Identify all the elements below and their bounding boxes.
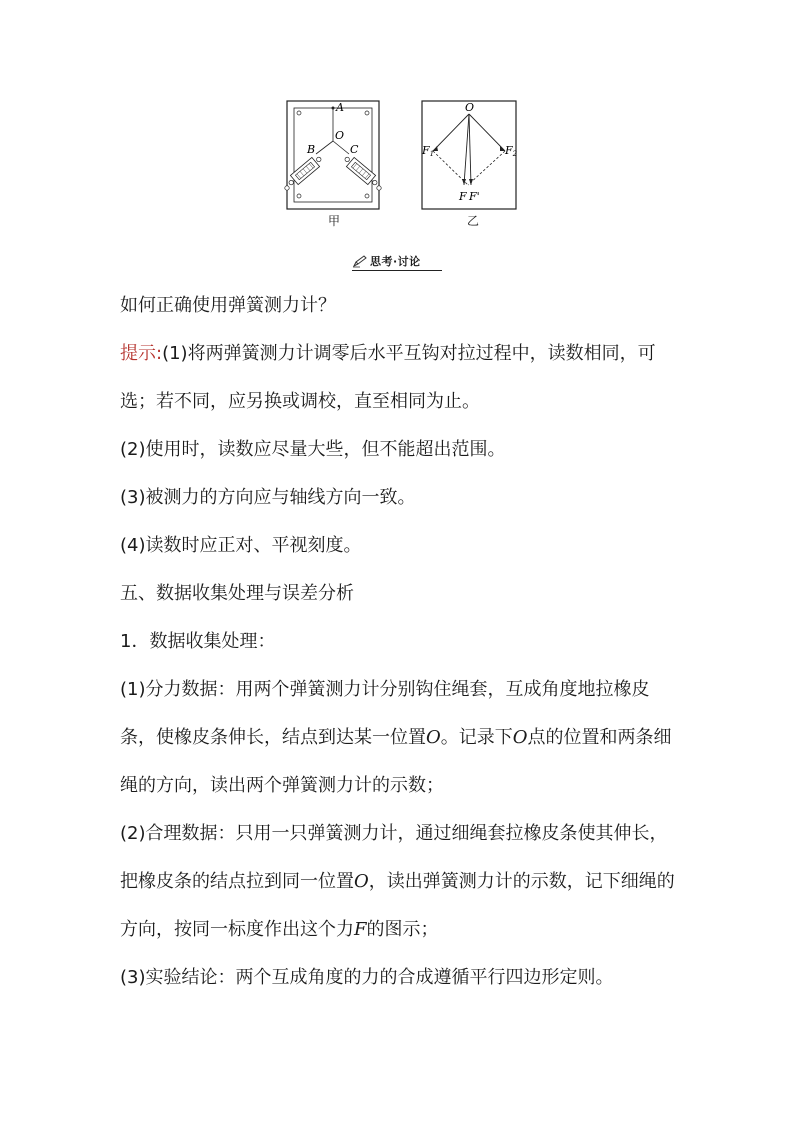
point-B-label: B <box>307 143 316 156</box>
figure-left-caption: 甲 <box>328 214 341 228</box>
point-O-label: O <box>335 129 345 142</box>
hint-label: 提示: <box>120 343 163 364</box>
section-badge-label: 思考·讨论 <box>370 255 421 268</box>
section5-sub1: 1．数据收集处理： <box>120 631 276 652</box>
force-F2-label: F2 <box>505 144 518 158</box>
pencil-icon <box>352 254 368 268</box>
point-A-label: A <box>336 101 344 114</box>
hint-item-1: 提示:(1)将两弹簧测力计调零后水平互钩对拉过程中，读数相同，可选；若不同，应另换或调校，直至相同为止。 <box>120 343 656 412</box>
section5-para-3: (3)实验结论：两个互成角度的力的合成遵循平行四边形定则。 <box>120 967 614 988</box>
point-C-label: C <box>350 143 359 156</box>
figure-left-panel <box>285 101 381 209</box>
hint-item-2: (2)使用时，读数应尽量大些，但不能超出范围。 <box>120 439 506 460</box>
force-F-label: F <box>459 190 467 203</box>
figure-right-panel <box>421 101 518 209</box>
section5-heading: 五、数据收集处理与误差分析 <box>120 583 354 604</box>
section5-para-2: (2)合理数据：只用一只弹簧测力计，通过细绳套拉橡皮条使其伸长，把橡皮条的结点拉到同一位置O，读出弹簧测力计的示数，记下细绳的方向，按同一标度作出这个力F的图示； <box>120 823 675 940</box>
document-body <box>120 282 680 1002</box>
hint-item-3: (3)被测力的方向应与轴线方向一致。 <box>120 487 416 508</box>
force-F1-label: F1 <box>422 144 435 158</box>
figure-right-caption: 乙 <box>467 214 480 228</box>
section5-para-1: (1)分力数据：用两个弹簧测力计分别钩住绳套，互成角度地拉橡皮条，使橡皮条伸长，结点到达某一位置O。记录下O点的位置和两条细绳的方向，读出两个弹簧测力计的示数； <box>120 679 672 796</box>
force-Fprime-label: F' <box>469 190 480 203</box>
section-badge <box>352 252 442 271</box>
experiment-figure <box>283 96 523 232</box>
question-text: 如何正确使用弹簧测力计？ <box>120 295 336 316</box>
hint-item-4: (4)读数时应正对、平视刻度。 <box>120 535 362 556</box>
point-O2-label: O <box>465 101 475 114</box>
